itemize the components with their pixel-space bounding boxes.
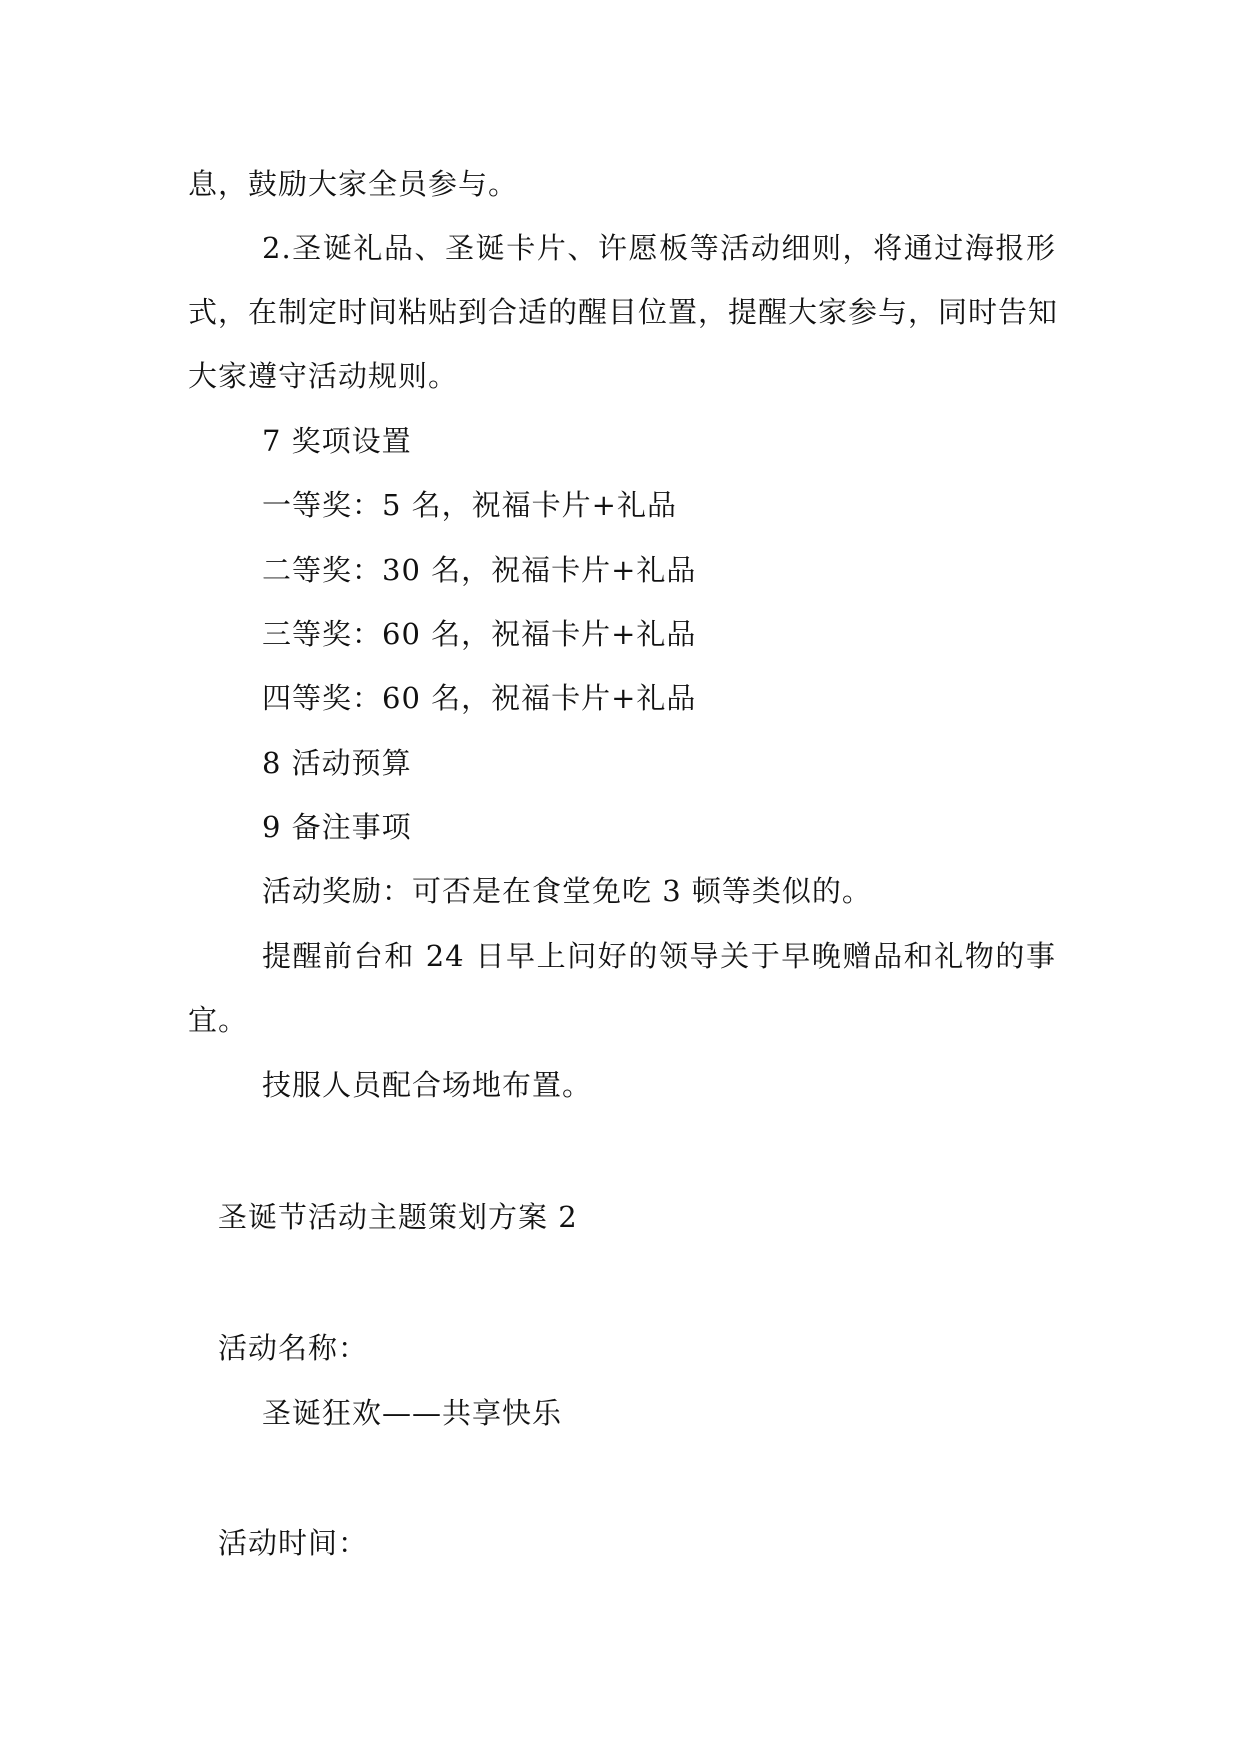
section-heading: 8 活动预算 [262, 746, 412, 780]
list-item: 三等奖：60 名，祝福卡片+礼品 [262, 617, 697, 651]
document-title: 圣诞节活动主题策划方案 2 [218, 1200, 578, 1234]
list-item: 一等奖：5 名，祝福卡片+礼品 [262, 488, 677, 522]
paragraph-line: 宜。 [188, 1003, 249, 1037]
paragraph-line: 活动奖励：可否是在食堂免吃 3 顿等类似的。 [262, 874, 872, 908]
paragraph-line: 2.圣诞礼品、圣诞卡片、许愿板等活动细则，将通过海报形 [262, 231, 1056, 265]
paragraph-line: 提醒前台和 24 日早上问好的领导关于早晚赠品和礼物的事 [262, 939, 1056, 973]
paragraph-line: 式，在制定时间粘贴到合适的醒目位置，提醒大家参与，同时告知 [188, 295, 1059, 329]
field-value: 圣诞狂欢——共享快乐 [262, 1396, 563, 1430]
field-label: 活动名称： [218, 1331, 369, 1365]
list-item: 四等奖：60 名，祝福卡片+礼品 [262, 681, 697, 715]
list-item: 二等奖：30 名，祝福卡片+礼品 [262, 553, 697, 587]
paragraph-line: 技服人员配合场地布置。 [262, 1068, 593, 1102]
field-label: 活动时间： [218, 1526, 369, 1560]
paragraph-line: 大家遵守活动规则。 [188, 359, 459, 393]
section-heading: 7 奖项设置 [262, 424, 412, 458]
section-heading: 9 备注事项 [262, 810, 412, 844]
paragraph-line: 息，鼓励大家全员参与。 [188, 167, 519, 201]
